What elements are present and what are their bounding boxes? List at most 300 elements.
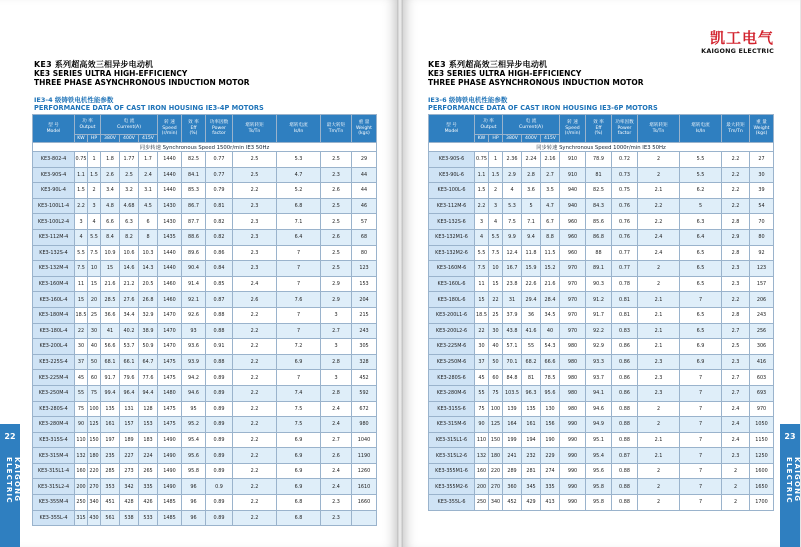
- table-row: [429, 339, 774, 355]
- left-subtitle-en: PERFORMANCE DATA OF CAST IRON HOUSING IE3-4P MOTORS: [34, 104, 264, 112]
- cell-power-factor: 0.88: [612, 495, 638, 511]
- cell-current-400v: 3.2: [120, 183, 139, 199]
- cell-power-factor: 0.85: [206, 276, 233, 292]
- cell-kw: 22: [475, 323, 489, 339]
- cell-current-415v: 11.5: [541, 245, 560, 261]
- cell-is-in: 7.1: [277, 214, 321, 230]
- cell-speed: 1430: [158, 214, 182, 230]
- cell-current-415v: 40: [541, 323, 560, 339]
- cell-is-in: 7: [680, 401, 722, 417]
- cell-tm-tn: 2: [722, 463, 750, 479]
- cell-kw: 37: [75, 354, 88, 370]
- cell-is-in: 7.5: [277, 401, 321, 417]
- cell-speed: 1490: [158, 432, 182, 448]
- cell-kw: 30: [75, 339, 88, 355]
- cell-current-380v: 12.4: [503, 245, 522, 261]
- header-tm-tn: 最大转矩 Tm/Tn: [722, 115, 750, 143]
- cell-efficiency: 82.5: [586, 183, 612, 199]
- cell-current-380v: 23.8: [503, 276, 522, 292]
- cell-tm-tn: 2.5: [722, 339, 750, 355]
- cell-ts-tn: 2.3: [233, 214, 277, 230]
- left-title-en-2: THREE PHASE ASYNCHRONOUS INDUCTION MOTOR: [34, 78, 250, 87]
- cell-efficiency: 78.9: [586, 152, 612, 168]
- cell-ts-tn: 2: [638, 261, 680, 277]
- cell-is-in: 6.9: [277, 479, 321, 495]
- table-row: [429, 417, 774, 433]
- cell-power-factor: 0.78: [612, 276, 638, 292]
- cell-is-in: 7.5: [277, 417, 321, 433]
- cell-ts-tn: 2.2: [233, 479, 277, 495]
- cell-is-in: 7: [277, 245, 321, 261]
- cell-current-400v: 131: [120, 401, 139, 417]
- cell-power-factor: 0.76: [612, 229, 638, 245]
- right-subtitle-cn: IE3-6 级铸铁电机性能参数: [428, 96, 508, 104]
- cell-ts-tn: 2.2: [233, 510, 277, 526]
- table-row: [429, 323, 774, 339]
- cell-current-380v: 4.8: [101, 198, 120, 214]
- cell-kw: 45: [475, 370, 489, 386]
- cell-power-factor: 0.77: [206, 167, 233, 183]
- cell-current-415v: 50.9: [139, 339, 158, 355]
- right-title-block: [428, 60, 644, 87]
- cell-efficiency: 85.6: [586, 214, 612, 230]
- cell-power-factor: 0.88: [206, 354, 233, 370]
- cell-efficiency: 95: [182, 401, 206, 417]
- cell-kw: 45: [75, 370, 88, 386]
- header-380v: 380V: [503, 135, 522, 143]
- cell-current-380v: 7.5: [503, 214, 522, 230]
- cell-hp: 125: [88, 417, 101, 433]
- cell-tm-tn: 2.4: [722, 401, 750, 417]
- header-model: 型 号 Model: [33, 115, 75, 143]
- cell-model: KE3-225M-6: [429, 339, 475, 355]
- cell-tm-tn: 2.8: [722, 307, 750, 323]
- cell-speed: 910: [560, 152, 586, 168]
- cell-tm-tn: 2.5: [321, 214, 352, 230]
- cell-power-factor: 0.88: [612, 417, 638, 433]
- header-current: 电 流 Current(A): [101, 115, 158, 135]
- cell-model: KE3-355L-4: [33, 510, 75, 526]
- cell-tm-tn: 2.2: [722, 183, 750, 199]
- cell-efficiency: 88: [586, 245, 612, 261]
- cell-current-380v: 561: [101, 510, 120, 526]
- cell-current-415v: 77.6: [139, 370, 158, 386]
- cell-kw: 4: [475, 229, 489, 245]
- cell-ts-tn: 2.2: [233, 370, 277, 386]
- cell-weight: 57: [352, 214, 377, 230]
- cell-tm-tn: 2.7: [321, 432, 352, 448]
- cell-weight: 1040: [352, 432, 377, 448]
- table-row: [33, 354, 377, 370]
- cell-current-415v: 335: [541, 479, 560, 495]
- cell-is-in: 6.8: [277, 495, 321, 511]
- cell-current-380v: 2.9: [503, 167, 522, 183]
- cell-power-factor: 0.87: [612, 448, 638, 464]
- cell-weight: 1650: [750, 479, 774, 495]
- cell-ts-tn: 2.1: [638, 323, 680, 339]
- cell-is-in: 6.9: [277, 354, 321, 370]
- cell-current-415v: 1.7: [139, 152, 158, 168]
- table-row: [33, 339, 377, 355]
- cell-weight: 153: [352, 276, 377, 292]
- cell-current-380v: 57.1: [503, 339, 522, 355]
- left-performance-table: [32, 114, 377, 526]
- cell-power-factor: 0.72: [612, 152, 638, 168]
- cell-kw: 15: [75, 292, 88, 308]
- cell-speed: 1475: [158, 401, 182, 417]
- cell-is-in: 6.3: [680, 214, 722, 230]
- cell-current-415v: 28.4: [541, 292, 560, 308]
- cell-power-factor: 0.89: [206, 495, 233, 511]
- header-weight: 重 量 Weight (kgs): [750, 115, 774, 143]
- cell-current-400v: 41.6: [522, 323, 541, 339]
- cell-speed: 1470: [158, 323, 182, 339]
- cell-speed: 960: [560, 214, 586, 230]
- cell-current-415v: 190: [541, 432, 560, 448]
- cell-speed: 970: [560, 276, 586, 292]
- cell-efficiency: 89.1: [586, 261, 612, 277]
- cell-current-400v: 227: [120, 448, 139, 464]
- right-performance-table: [428, 114, 774, 511]
- cell-hp: 15: [88, 276, 101, 292]
- cell-is-in: 7.6: [277, 292, 321, 308]
- cell-model: KE3-132M2-6: [429, 245, 475, 261]
- cell-kw: 5.5: [75, 245, 88, 261]
- cell-current-415v: 533: [139, 510, 158, 526]
- cell-speed: 1490: [158, 448, 182, 464]
- cell-current-415v: 8.8: [541, 229, 560, 245]
- cell-hp: 3: [489, 198, 503, 214]
- cell-current-380v: 241: [503, 448, 522, 464]
- cell-hp: 125: [489, 417, 503, 433]
- cell-hp: 1: [489, 152, 503, 168]
- cell-current-415v: 130: [541, 401, 560, 417]
- cell-kw: 4: [75, 229, 88, 245]
- cell-is-in: 6.5: [680, 276, 722, 292]
- cell-tm-tn: 2.5: [321, 152, 352, 168]
- cell-is-in: 6.4: [277, 229, 321, 245]
- table-row: [33, 479, 377, 495]
- cell-tm-tn: 2.9: [321, 276, 352, 292]
- cell-kw: 2.2: [75, 198, 88, 214]
- cell-hp: 30: [489, 323, 503, 339]
- cell-current-400v: 189: [120, 432, 139, 448]
- cell-tm-tn: 2.8: [321, 354, 352, 370]
- right-side-tab-text: KAIGONG ELECTRIC: [785, 457, 801, 504]
- cell-weight: 1150: [750, 432, 774, 448]
- cell-current-400v: 15.9: [522, 261, 541, 277]
- cell-efficiency: 95.8: [182, 463, 206, 479]
- table-row: [33, 432, 377, 448]
- table-row: [429, 276, 774, 292]
- cell-model: KE3-100L-6: [429, 183, 475, 199]
- cell-power-factor: 0.88: [612, 479, 638, 495]
- cell-weight: 1610: [352, 479, 377, 495]
- cell-is-in: 7: [680, 370, 722, 386]
- cell-current-400v: 2.5: [120, 167, 139, 183]
- cell-speed: 960: [560, 245, 586, 261]
- cell-speed: 970: [560, 307, 586, 323]
- right-page: [403, 0, 800, 547]
- cell-power-factor: 0.84: [206, 261, 233, 277]
- header-power-factor: 功率因数 Power factor: [612, 115, 638, 143]
- cell-model: KE3-250M-4: [33, 385, 75, 401]
- cell-current-415v: 4.7: [541, 198, 560, 214]
- cell-tm-tn: 2.5: [321, 245, 352, 261]
- table-row: [429, 463, 774, 479]
- cell-ts-tn: 2.2: [233, 417, 277, 433]
- cell-ts-tn: 2.2: [638, 198, 680, 214]
- cell-model: KE3-160M-6: [429, 261, 475, 277]
- cell-hp: 4: [489, 214, 503, 230]
- cell-current-415v: 3.5: [541, 183, 560, 199]
- cell-speed: 970: [560, 261, 586, 277]
- cell-weight: 54: [750, 198, 774, 214]
- cell-model: KE3-90L-4: [33, 183, 75, 199]
- cell-power-factor: 0.87: [206, 292, 233, 308]
- cell-current-400v: 79.6: [120, 370, 139, 386]
- cell-tm-tn: 2.4: [321, 417, 352, 433]
- cell-efficiency: 95.8: [586, 495, 612, 511]
- cell-is-in: 6.8: [277, 198, 321, 214]
- cell-power-factor: 0.76: [612, 198, 638, 214]
- cell-weight: 1700: [750, 495, 774, 511]
- header-weight: 重 量 Weight (kgs): [352, 115, 377, 143]
- header-is-in: 堵转电流 Is/In: [680, 115, 722, 143]
- header-is-in: 堵转电流 Is/In: [277, 115, 321, 143]
- cell-power-factor: 0.88: [206, 323, 233, 339]
- cell-model: KE3-315M-6: [429, 417, 475, 433]
- header-hp: HP: [88, 135, 101, 143]
- cell-model: KE3-100L2-4: [33, 214, 75, 230]
- table-row: [33, 198, 377, 214]
- cell-model: KE3-90S-6: [429, 152, 475, 168]
- cell-hp: 25: [489, 307, 503, 323]
- cell-hp: 100: [88, 401, 101, 417]
- cell-tm-tn: 2.2: [722, 198, 750, 214]
- cell-speed: 1485: [158, 495, 182, 511]
- cell-is-in: 6.9: [680, 354, 722, 370]
- table-row: [33, 463, 377, 479]
- cell-ts-tn: 2.1: [638, 292, 680, 308]
- cell-efficiency: 91.7: [586, 307, 612, 323]
- cell-speed: 1470: [158, 307, 182, 323]
- cell-current-380v: 8.4: [101, 229, 120, 245]
- cell-ts-tn: 2.1: [638, 183, 680, 199]
- cell-ts-tn: 2.4: [233, 276, 277, 292]
- cell-speed: 910: [560, 167, 586, 183]
- cell-power-factor: 0.89: [206, 510, 233, 526]
- cell-weight: 68: [352, 229, 377, 245]
- cell-efficiency: 92.9: [586, 339, 612, 355]
- cell-ts-tn: 2.2: [233, 401, 277, 417]
- cell-kw: 1.1: [475, 167, 489, 183]
- cell-current-380v: 161: [101, 417, 120, 433]
- cell-efficiency: 95.2: [182, 417, 206, 433]
- cell-speed: 980: [560, 354, 586, 370]
- cell-kw: 90: [475, 417, 489, 433]
- cell-current-380v: 360: [503, 479, 522, 495]
- cell-weight: 1260: [352, 463, 377, 479]
- table-row: [429, 401, 774, 417]
- cell-current-415v: 32.9: [139, 307, 158, 323]
- cell-is-in: 5.2: [277, 183, 321, 199]
- cell-efficiency: 86.7: [182, 198, 206, 214]
- cell-efficiency: 95.1: [586, 432, 612, 448]
- cell-power-factor: 0.89: [206, 448, 233, 464]
- cell-current-400v: 232: [522, 448, 541, 464]
- cell-kw: 200: [475, 479, 489, 495]
- cell-efficiency: 94.1: [586, 385, 612, 401]
- cell-tm-tn: 2.8: [722, 214, 750, 230]
- cell-ts-tn: 2.5: [233, 167, 277, 183]
- cell-efficiency: 95.6: [182, 448, 206, 464]
- cell-tm-tn: 2.2: [722, 292, 750, 308]
- table-row: [429, 261, 774, 277]
- cell-model: KE3-200L-4: [33, 339, 75, 355]
- header-ts-tn: 堵转转矩 Ts/Tn: [233, 115, 277, 143]
- cell-tm-tn: 2: [722, 479, 750, 495]
- cell-current-415v: 224: [139, 448, 158, 464]
- cell-weight: 1660: [352, 495, 377, 511]
- cell-is-in: 7: [680, 463, 722, 479]
- cell-kw: 132: [475, 448, 489, 464]
- cell-speed: 1470: [158, 339, 182, 355]
- cell-model: KE3-90S-4: [33, 167, 75, 183]
- cell-is-in: 6.5: [680, 245, 722, 261]
- cell-efficiency: 94.6: [586, 401, 612, 417]
- cell-is-in: 7: [680, 385, 722, 401]
- right-sync-speed: 同步转速 Synchronous Speed 1000r/min IE3 50Hz: [429, 143, 774, 152]
- left-subtitle-block: [34, 96, 264, 112]
- cell-ts-tn: 2.3: [638, 354, 680, 370]
- cell-model: KE3-180M-4: [33, 307, 75, 323]
- cell-is-in: 6.9: [277, 463, 321, 479]
- cell-kw: 11: [75, 276, 88, 292]
- cell-is-in: 7.4: [277, 385, 321, 401]
- cell-model: KE3-315L2-4: [33, 479, 75, 495]
- cell-kw: 18.5: [475, 307, 489, 323]
- cell-speed: 940: [560, 198, 586, 214]
- cell-current-400v: 4.68: [120, 198, 139, 214]
- cell-kw: 75: [75, 401, 88, 417]
- cell-power-factor: 0.73: [612, 167, 638, 183]
- cell-speed: 990: [560, 432, 586, 448]
- cell-speed: 970: [560, 292, 586, 308]
- cell-hp: 75: [489, 385, 503, 401]
- cell-current-380v: 99.4: [101, 385, 120, 401]
- cell-efficiency: 93.7: [586, 370, 612, 386]
- cell-current-400v: 36: [522, 307, 541, 323]
- cell-current-380v: 197: [101, 432, 120, 448]
- table-row: [429, 292, 774, 308]
- cell-current-400v: 9.4: [522, 229, 541, 245]
- cell-is-in: 7: [680, 479, 722, 495]
- cell-power-factor: 0.86: [612, 354, 638, 370]
- cell-current-380v: 451: [101, 495, 120, 511]
- cell-weight: 44: [352, 167, 377, 183]
- cell-efficiency: 93.9: [182, 354, 206, 370]
- cell-hp: 3: [88, 198, 101, 214]
- cell-is-in: 5.5: [680, 152, 722, 168]
- cell-current-415v: 8: [139, 229, 158, 245]
- header-model: 型 号 Model: [429, 115, 475, 143]
- cell-tm-tn: 2.4: [722, 417, 750, 433]
- cell-ts-tn: 2.2: [233, 323, 277, 339]
- cell-speed: 980: [560, 370, 586, 386]
- cell-ts-tn: 2.4: [638, 245, 680, 261]
- cell-current-380v: 353: [101, 479, 120, 495]
- cell-hp: 180: [489, 448, 503, 464]
- cell-speed: 1440: [158, 167, 182, 183]
- cell-current-400v: 273: [120, 463, 139, 479]
- left-title-en-1: KE3 SERIES ULTRA HIGH-EFFICIENCY: [34, 69, 188, 78]
- cell-current-380v: 2.36: [503, 152, 522, 168]
- cell-efficiency: 93.3: [586, 354, 612, 370]
- cell-ts-tn: 2.1: [638, 432, 680, 448]
- cell-weight: 30: [750, 167, 774, 183]
- cell-weight: 243: [750, 307, 774, 323]
- cell-tm-tn: 2.5: [321, 261, 352, 277]
- cell-kw: 90: [75, 417, 88, 433]
- cell-current-400v: 40.2: [120, 323, 139, 339]
- cell-current-415v: 2.16: [541, 152, 560, 168]
- cell-kw: 250: [75, 495, 88, 511]
- cell-efficiency: 96: [182, 479, 206, 495]
- cell-current-400v: 96.3: [522, 385, 541, 401]
- cell-current-415v: 20.5: [139, 276, 158, 292]
- cell-weight: 80: [750, 229, 774, 245]
- header-415v: 415V: [541, 135, 560, 143]
- cell-tm-tn: 3: [321, 370, 352, 386]
- cell-current-415v: 10.3: [139, 245, 158, 261]
- right-subtitle-en: PERFORMANCE DATA OF CAST IRON HOUSING IE3-6P MOTORS: [428, 104, 658, 112]
- cell-efficiency: 92.6: [182, 307, 206, 323]
- cell-current-415v: 64.7: [139, 354, 158, 370]
- cell-ts-tn: 2.3: [233, 198, 277, 214]
- cell-weight: 1190: [352, 448, 377, 464]
- cell-speed: 990: [560, 495, 586, 511]
- cell-current-400v: 135: [522, 401, 541, 417]
- table-row: [33, 261, 377, 277]
- cell-weight: 452: [352, 370, 377, 386]
- cell-hp: 100: [489, 401, 503, 417]
- cell-weight: 970: [750, 401, 774, 417]
- cell-ts-tn: 2.4: [638, 229, 680, 245]
- cell-current-380v: 1.8: [101, 152, 120, 168]
- cell-ts-tn: 2.2: [233, 307, 277, 323]
- cell-current-400v: 429: [522, 495, 541, 511]
- cell-power-factor: 0.89: [206, 463, 233, 479]
- table-row: [33, 167, 377, 183]
- cell-current-415v: 3.1: [139, 183, 158, 199]
- cell-is-in: 5.5: [680, 167, 722, 183]
- cell-current-415v: 183: [139, 432, 158, 448]
- cell-model: KE3-180L-4: [33, 323, 75, 339]
- cell-kw: 18.5: [75, 307, 88, 323]
- cell-weight: 592: [352, 385, 377, 401]
- cell-current-380v: 70.1: [503, 354, 522, 370]
- cell-power-factor: 0.88: [206, 307, 233, 323]
- cell-model: KE3-225M-4: [33, 370, 75, 386]
- cell-speed: 940: [560, 183, 586, 199]
- table-row: [429, 385, 774, 401]
- cell-tm-tn: 2.3: [321, 495, 352, 511]
- cell-tm-tn: 2.7: [722, 323, 750, 339]
- cell-current-400v: 342: [120, 479, 139, 495]
- cell-current-415v: 6: [139, 214, 158, 230]
- cell-power-factor: 0.86: [206, 245, 233, 261]
